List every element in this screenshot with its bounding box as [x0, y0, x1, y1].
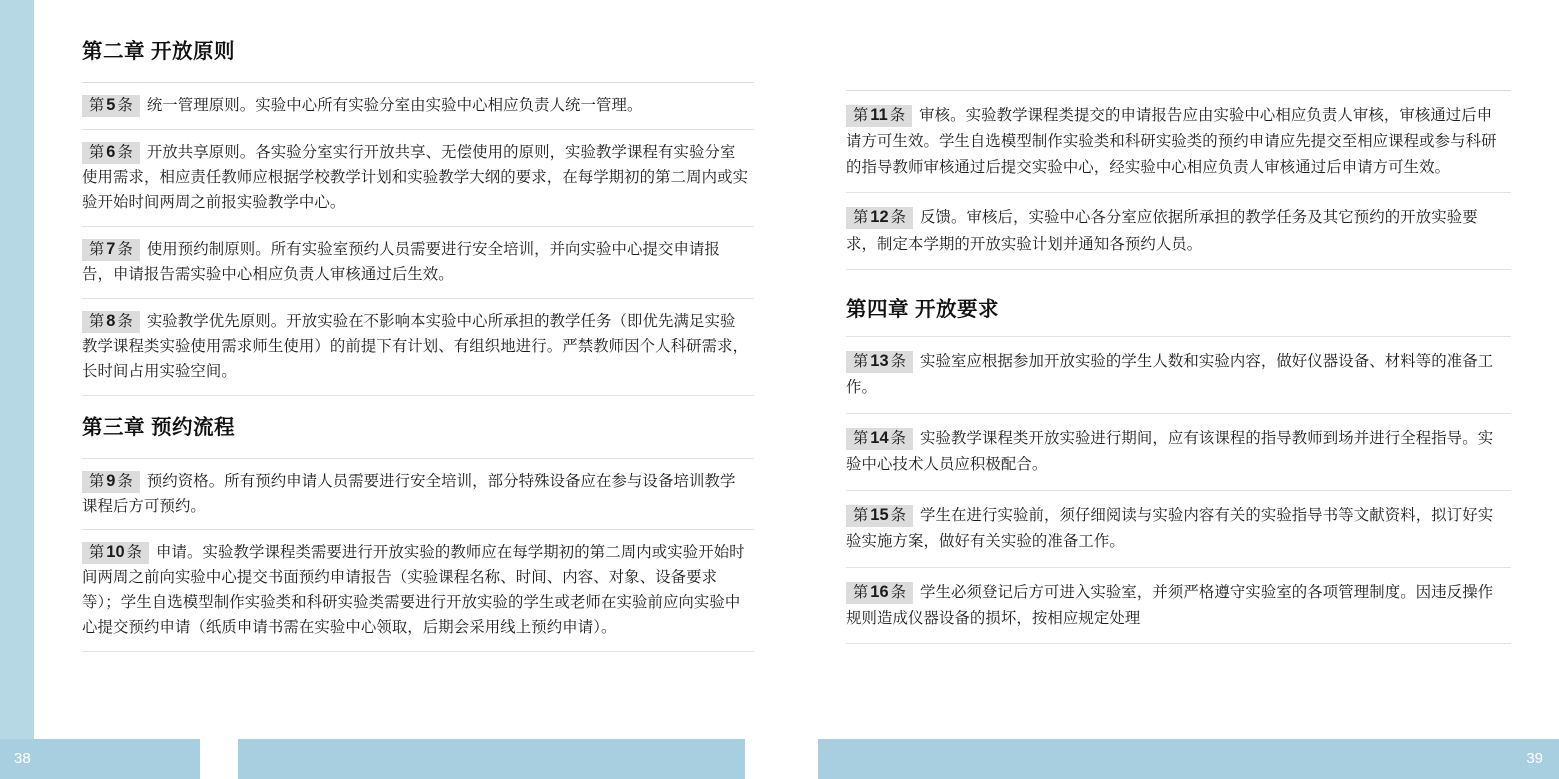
- article-10: [82, 529, 754, 651]
- article-number: 6: [106, 142, 116, 161]
- article-12: [846, 192, 1511, 269]
- article-suffix: 条: [117, 97, 133, 114]
- chapter-title: 开放要求: [915, 298, 999, 322]
- page-number-left: 38: [14, 750, 31, 767]
- footer-bar-left: [0, 739, 200, 779]
- chapter-heading-3: [82, 410, 754, 440]
- article-label-12: [846, 207, 913, 229]
- article-text-8: 实验教学优先原则。开放实验在不影响本实验中心所承担的教学任务（即优先满足实验教学课程类实验使用需求师生使用）的前提下有计划、有组织地进行。严禁教师因个人科研需求，长时间占用实验空间。: [82, 312, 749, 380]
- chapter-heading-4: [846, 292, 1511, 322]
- article-suffix: 条: [126, 544, 143, 562]
- article-suffix: 条: [890, 583, 907, 601]
- page-number-right: 39: [1526, 750, 1543, 767]
- article-label-13: [846, 351, 913, 373]
- article-number: 13: [870, 352, 889, 371]
- article-prefix: 第: [89, 544, 105, 562]
- article-8: [82, 298, 754, 395]
- article-prefix: 第: [89, 143, 105, 161]
- article-number: 7: [106, 239, 116, 258]
- article-15: [846, 490, 1511, 567]
- article-text-7: 使用预约制原则。所有实验室预约人员需要进行安全培训，并向实验中心提交申请报告，申请报告需实验中心相应负责人审核通过后生效。: [82, 240, 720, 283]
- article-16: [846, 567, 1511, 644]
- article-number: 8: [106, 311, 116, 330]
- article-suffix: 条: [890, 506, 907, 524]
- article-prefix: 第: [89, 97, 105, 114]
- article-label-8: [82, 311, 140, 333]
- article-text-15: 学生在进行实验前，须仔细阅读与实验内容有关的实验指导书等文献资料，拟订好实验实施方案，做好有关实验的准备工作。: [846, 506, 1494, 550]
- article-suffix: 条: [117, 240, 133, 258]
- article-text-11: 审核。实验教学课程类提交的申请报告应由实验中心相应负责人审核，审核通过后申请方可生效。学生自选模型制作实验类和科研实验类的预约申请应先提交至相应课程或参与科研的指导教师审核通过后提交实验中心，经实验中心相应负责人审核通过后申请方可生效。: [846, 107, 1497, 176]
- section-divider-bottom: [82, 651, 754, 652]
- article-prefix: 第: [853, 506, 869, 524]
- article-13: [846, 336, 1511, 413]
- article-prefix: 第: [89, 472, 105, 490]
- article-prefix: 第: [853, 107, 869, 124]
- article-text-12: 反馈。审核后，实验中心各分室应依据所承担的教学任务及其它预约的开放实验要求，制定本学期的开放实验计划并通知各预约人员。: [846, 209, 1478, 253]
- left-edge-strip: [0, 0, 34, 779]
- footer-bar-middle: [238, 739, 745, 779]
- section-divider-bottom: [846, 643, 1511, 644]
- article-suffix: 条: [117, 312, 133, 330]
- article-label-15: [846, 505, 913, 527]
- footer-bar-right: [818, 739, 1559, 779]
- article-suffix: 条: [890, 429, 907, 447]
- article-prefix: 第: [853, 583, 869, 601]
- chapter-number: 第二章: [82, 40, 145, 63]
- article-6: [82, 129, 754, 226]
- article-number: 11: [870, 106, 888, 124]
- article-9: [82, 458, 754, 530]
- article-prefix: 第: [853, 209, 869, 227]
- article-suffix: 条: [890, 353, 907, 371]
- article-prefix: 第: [89, 240, 105, 258]
- article-14: [846, 413, 1511, 490]
- chapter-title: 预约流程: [151, 415, 235, 439]
- article-number: 12: [870, 208, 889, 227]
- article-text-16: 学生必须登记后方可进入实验室，并须严格遵守实验室的各项管理制度。因违反操作规则造成仪器设备的损坏，按相应规定处理: [846, 583, 1494, 627]
- article-text-14: 实验教学课程类开放实验进行期间，应有该课程的指导教师到场并进行全程指导。实验中心技术人员应积极配合。: [846, 429, 1494, 474]
- chapter-title: 开放原则: [151, 40, 235, 63]
- article-prefix: 第: [853, 429, 869, 447]
- article-number: 16: [870, 582, 889, 601]
- article-number: 9: [106, 471, 116, 490]
- chapter-number: 第四章: [846, 298, 909, 322]
- article-text-6: 开放共享原则。各实验分室实行开放共享、无偿使用的原则，实验教学课程有实验分室使用需求，相应责任教师应根据学校教学计划和实验教学大纲的要求，在每学期初的第二周内或实验开始时间两周之前报实验教学中心。: [82, 143, 749, 211]
- article-label-16: [846, 582, 913, 604]
- article-number: 15: [870, 505, 889, 524]
- page-spread: [34, 0, 1559, 779]
- article-label-5: [82, 95, 140, 117]
- article-label-9: [82, 471, 140, 493]
- article-suffix: 条: [117, 143, 133, 161]
- section-divider: [846, 269, 1511, 270]
- article-text-13: 实验室应根据参加开放实验的学生人数和实验内容，做好仪器设备、材料等的准备工作。: [846, 353, 1494, 397]
- article-suffix: 条: [890, 209, 907, 227]
- article-text-9: 预约资格。所有预约申请人员需要进行安全培训，部分特殊设备应在参与设备培训教学课程后方可预约。: [82, 472, 736, 515]
- section-divider: [82, 395, 754, 396]
- article-text-5: 统一管理原则。实验中心所有实验分室由实验中心相应负责人统一管理。: [146, 97, 643, 114]
- chapter-number: 第三章: [82, 415, 145, 439]
- article-prefix: 第: [853, 353, 869, 371]
- article-suffix: 条: [889, 107, 906, 124]
- article-number: 5: [106, 96, 116, 114]
- article-7: [82, 226, 754, 298]
- article-number: 14: [870, 428, 889, 447]
- page-footer: [0, 739, 1559, 779]
- left-page: [34, 0, 794, 779]
- article-prefix: 第: [89, 312, 105, 330]
- right-page: [794, 0, 1559, 779]
- chapter-heading-2: [82, 34, 754, 64]
- article-5: [82, 82, 754, 129]
- article-11: [846, 90, 1511, 192]
- article-label-14: [846, 428, 913, 450]
- article-label-6: [82, 142, 140, 164]
- article-label-11: [846, 105, 912, 127]
- article-label-10: [82, 542, 149, 564]
- article-label-7: [82, 239, 140, 261]
- article-text-10: 申请。实验教学课程类需要进行开放实验的教师应在每学期初的第二周内或实验开始时间两周之前向实验中心提交书面预约申请报告（实验课程名称、时间、内容、对象、设备要求等）；学生自选模型制作实验类和科研实验类需要进行开放实验的学生或老师在实验前应向实验中心提交预约申请（纸质申请书需在实验中心领取，后期会采用线上预约申请）。: [82, 544, 745, 637]
- article-number: 10: [106, 543, 125, 562]
- article-suffix: 条: [117, 472, 133, 490]
